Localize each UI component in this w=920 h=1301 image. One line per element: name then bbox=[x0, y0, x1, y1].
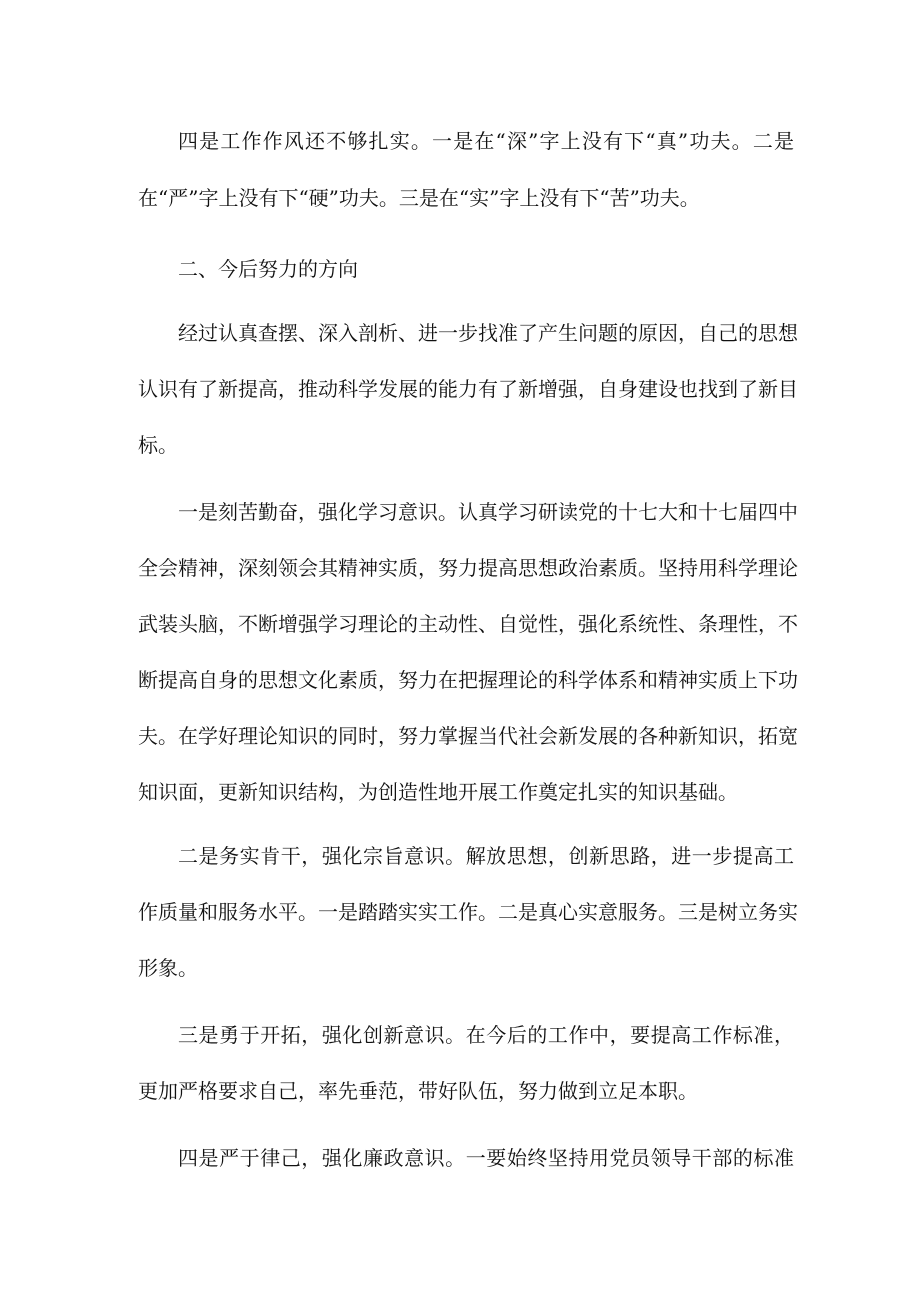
section-heading bbox=[138, 254, 794, 285]
paragraph-line: 知识面，更新知识结构，为创造性地开展工作奠定扎实的知识基础。 bbox=[138, 780, 738, 804]
paragraph-innovation bbox=[138, 1020, 794, 1107]
paragraph-line: 四是工作作风还不够扎实。一是在“深”字上没有下“真”功夫。二是 bbox=[178, 129, 794, 153]
paragraph-study bbox=[138, 497, 798, 808]
paragraph-summary bbox=[138, 318, 798, 461]
paragraph-discipline bbox=[138, 1143, 794, 1174]
heading-text: 二、今后努力的方向 bbox=[178, 257, 358, 281]
paragraph-line: 二是务实肯干，强化宗旨意识。解放思想，创新思路，进一步提高工 bbox=[178, 844, 794, 868]
paragraph-line: 更加严格要求自己，率先垂范，带好队伍，努力做到立足本职。 bbox=[138, 1079, 698, 1103]
paragraph-line: 三是勇于开拓，强化创新意识。在今后的工作中，要提高工作标准， bbox=[178, 1023, 794, 1047]
paragraph-line: 形象。 bbox=[138, 956, 198, 980]
paragraph-line: 标。 bbox=[138, 433, 178, 457]
paragraph-line: 经过认真查摆、深入剖析、进一步找准了产生问题的原因，自己的思想 bbox=[178, 321, 798, 345]
paragraph-line: 全会精神，深刻领会其精神实质，努力提高思想政治素质。坚持用科学理论 bbox=[138, 556, 798, 580]
paragraph-line: 作质量和服务水平。一是踏踏实实工作。二是真心实意服务。三是树立务实 bbox=[138, 900, 798, 924]
paragraph-line: 四是严于律己，强化廉政意识。一要始终坚持用党员领导干部的标准 bbox=[178, 1146, 794, 1170]
paragraph-line: 断提高自身的思想文化素质，努力在把握理论的科学体系和精神实质上下功 bbox=[138, 668, 798, 692]
paragraph-work-style bbox=[138, 126, 794, 214]
paragraph-practical bbox=[138, 841, 798, 984]
paragraph-line: 一是刻苦勤奋，强化学习意识。认真学习研读党的十七大和十七届四中 bbox=[178, 500, 798, 524]
paragraph-line: 认识有了新提高，推动科学发展的能力有了新增强，自身建设也找到了新目 bbox=[138, 377, 798, 401]
paragraph-line: 武装头脑，不断增强学习理论的主动性、自觉性，强化系统性、条理性，不 bbox=[138, 612, 798, 636]
paragraph-line: 在“严”字上没有下“硬”功夫。三是在“实”字上没有下“苦”功夫。 bbox=[138, 186, 700, 210]
paragraph-line: 夫。在学好理论知识的同时，努力掌握当代社会新发展的各种新知识，拓宽 bbox=[138, 724, 798, 748]
